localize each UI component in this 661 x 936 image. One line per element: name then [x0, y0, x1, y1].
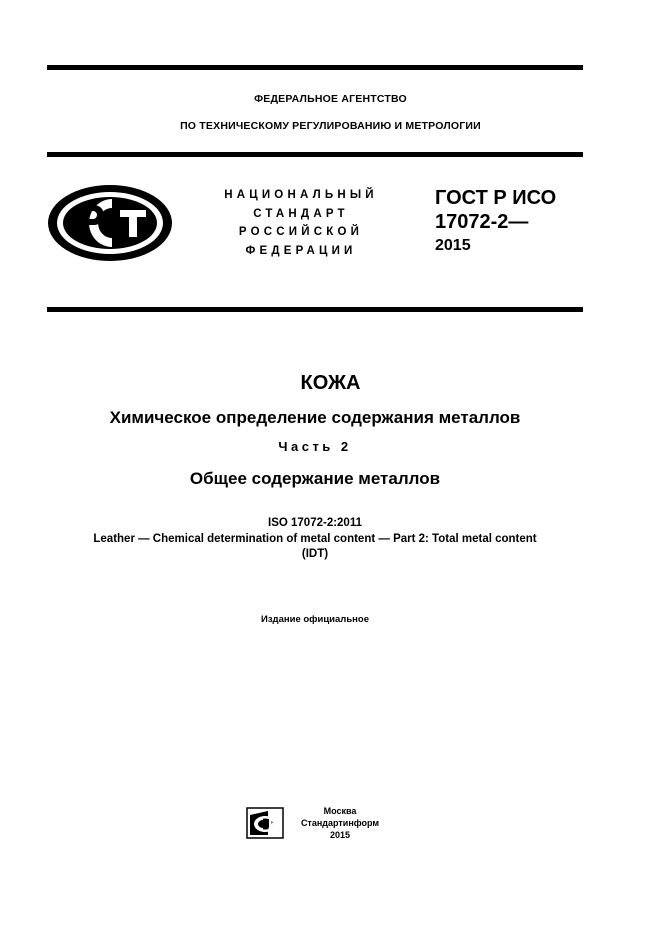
iso-code: ISO 17072-2:2011 — [268, 517, 362, 529]
standartinform-logo-icon — [246, 807, 284, 839]
national-line-2: СТАНДАРТ — [253, 207, 349, 220]
bottom-rule — [47, 307, 583, 312]
iso-english-title: Leather — Chemical determination of metal content — Part 2: Total metal content — [93, 532, 537, 545]
agency-line-1: ФЕДЕРАЛЬНОЕ АГЕНТСТВО — [254, 93, 407, 105]
national-line-1: НАЦИОНАЛЬНЫЙ — [224, 189, 378, 201]
document-subtitle: Химическое определение содержания металлов — [109, 408, 521, 427]
middle-rule — [47, 152, 583, 157]
publisher-year: 2015 — [329, 830, 351, 840]
standard-year: 2015 — [435, 237, 471, 254]
top-rule — [47, 65, 583, 70]
national-standard-label — [206, 186, 396, 260]
iso-idt: (IDT) — [301, 548, 329, 560]
publisher-block — [294, 805, 386, 841]
standard-number — [435, 186, 556, 258]
national-line-4: ФЕДЕРАЦИИ — [245, 244, 357, 257]
gost-r-logo-icon — [46, 183, 174, 263]
part-label: Часть 2 — [278, 439, 352, 454]
part-title: Общее содержание металлов — [189, 469, 441, 488]
national-line-3: РОССИЙСКОЙ — [238, 226, 364, 238]
publisher-city: Москва — [323, 806, 357, 816]
publisher-name: Стандартинформ — [300, 818, 380, 828]
document-title: КОЖА — [300, 372, 361, 394]
agency-line-2: ПО ТЕХНИЧЕСКОМУ РЕГУЛИРОВАНИЮ И МЕТРОЛОГИИ — [180, 120, 481, 132]
iso-reference — [0, 516, 630, 563]
edition-label: Издание официальное — [261, 614, 369, 625]
standard-number-line-1: ГОСТ Р ИСО — [435, 187, 557, 209]
standard-number-line-2: 17072-2— — [435, 211, 529, 233]
